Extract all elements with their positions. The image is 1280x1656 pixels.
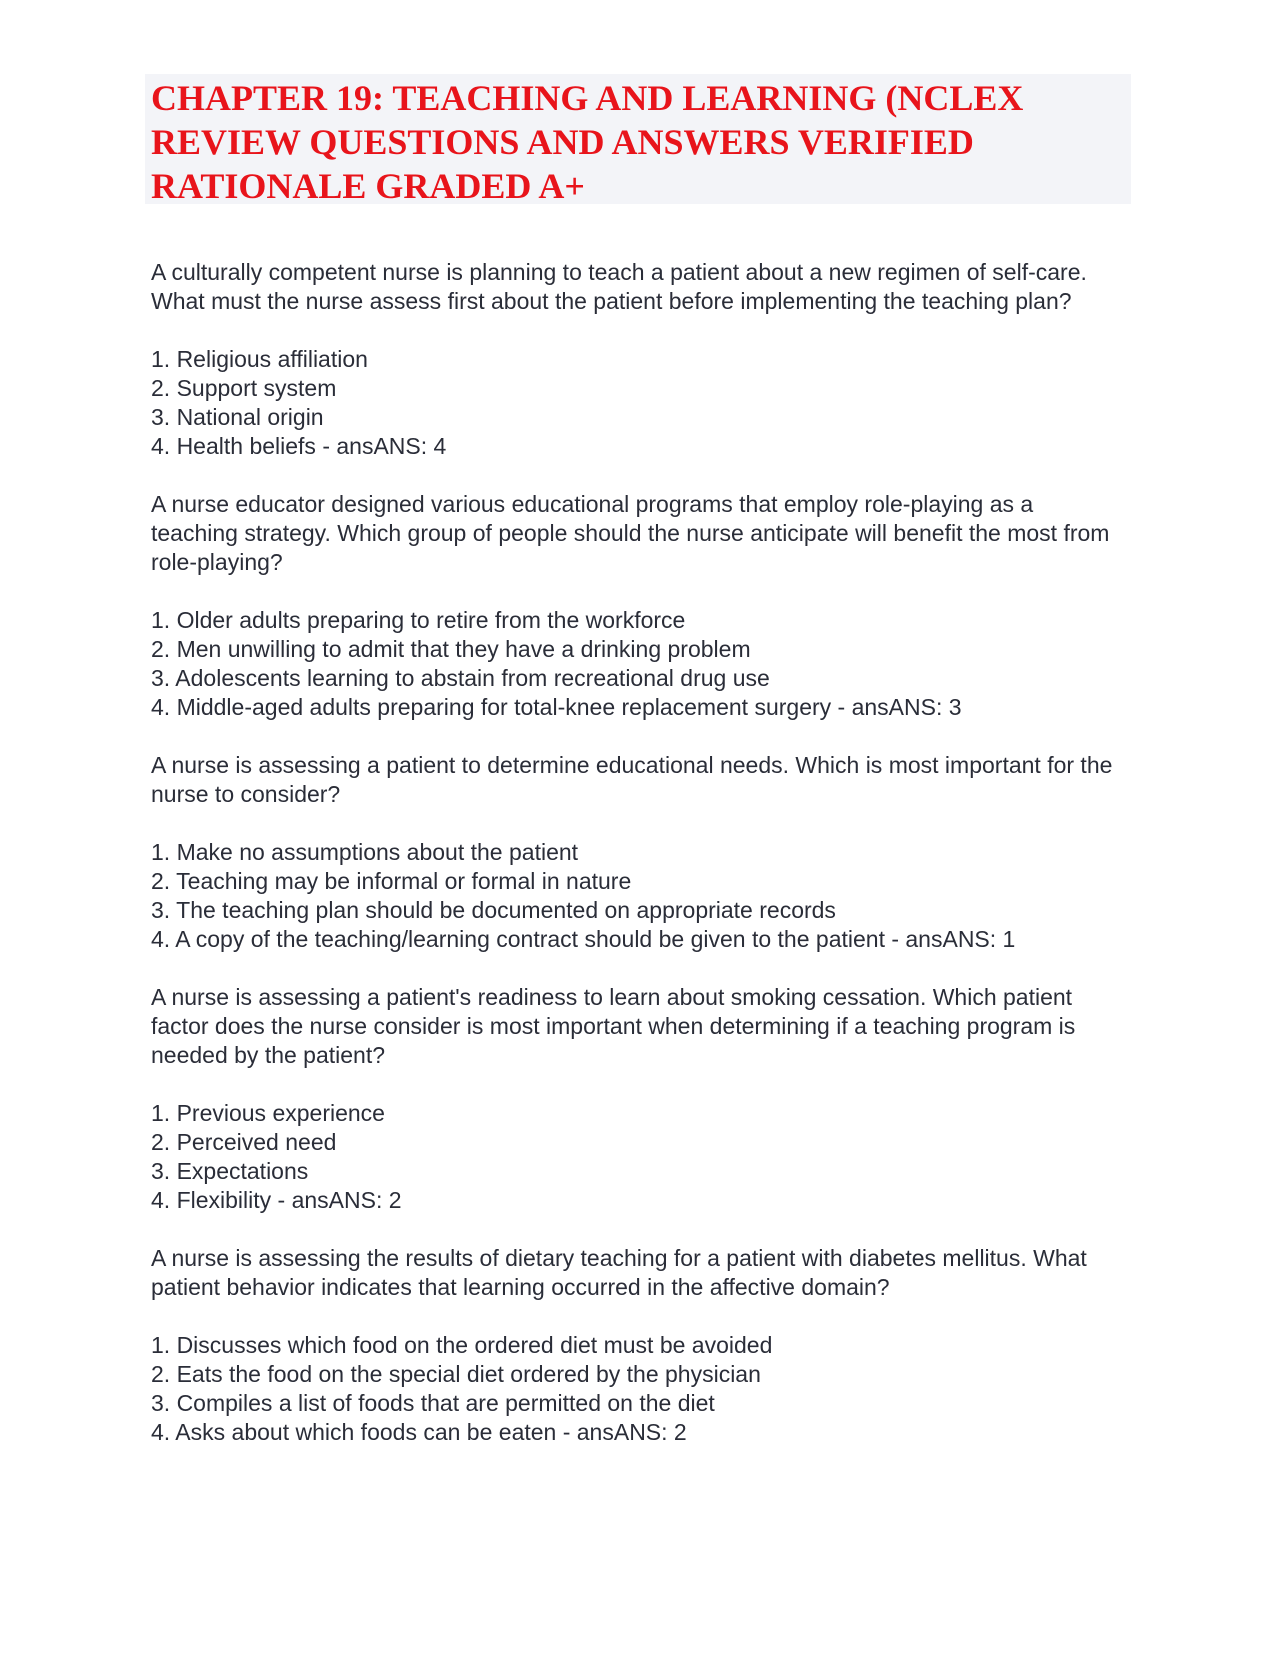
answer-option: 4. A copy of the teaching/learning contract should be given to the patient - ansANS: 1 (151, 926, 1016, 952)
answer-option: 4. Middle-aged adults preparing for total-knee replacement surgery - ansANS: 3 (151, 694, 962, 720)
answer-option: 4. Health beliefs - ansANS: 4 (151, 433, 447, 459)
answer-option: 2. Support system (151, 375, 337, 401)
question-stem: A nurse is assessing a patient's readiness to learn about smoking cessation. Which patient factor does the nurse consider is most important when determining if a teaching program is needed by the patient? (151, 984, 1076, 1068)
answer-option: 4. Asks about which foods can be eaten - ansANS: 2 (151, 1419, 687, 1445)
question-stem: A nurse educator designed various educational programs that employ role-playing as a teaching strategy. Which group of people should the nurse anticipate will benefit the most from role-playing? (151, 491, 1110, 575)
question-item (151, 490, 1126, 722)
answer-option: 3. Compiles a list of foods that are permitted on the diet (151, 1390, 715, 1416)
answer-option: 1. Discusses which food on the ordered diet must be avoided (151, 1332, 773, 1358)
answer-options (151, 838, 1126, 954)
question-item (151, 258, 1126, 461)
answer-option: 1. Religious affiliation (151, 346, 368, 372)
page-title: CHAPTER 19: TEACHING AND LEARNING (NCLEX REVIEW QUESTIONS AND ANSWERS VERIFIED RATIONALE GRADED A+ (151, 78, 1024, 206)
answer-option: 4. Flexibility - ansANS: 2 (151, 1187, 402, 1213)
answer-option: 2. Perceived need (151, 1129, 337, 1155)
question-list (151, 258, 1126, 1476)
answer-option: 2. Teaching may be informal or formal in nature (151, 868, 632, 894)
answer-options (151, 1331, 1126, 1447)
answer-option: 3. The teaching plan should be documented on appropriate records (151, 897, 836, 923)
answer-option: 3. Adolescents learning to abstain from recreational drug use (151, 665, 770, 691)
question-item (151, 751, 1126, 954)
title-block (145, 74, 1131, 204)
answer-option: 3. Expectations (151, 1158, 309, 1184)
answer-options (151, 1099, 1126, 1215)
question-stem: A culturally competent nurse is planning to teach a patient about a new regimen of self-care. What must the nurse assess first about the patient before implementing the teaching plan? (151, 259, 1087, 314)
question-item (151, 1244, 1126, 1447)
answer-option: 2. Men unwilling to admit that they have a drinking problem (151, 636, 751, 662)
answer-option: 1. Make no assumptions about the patient (151, 839, 579, 865)
answer-option: 3. National origin (151, 404, 324, 430)
answer-option: 1. Older adults preparing to retire from the workforce (151, 607, 686, 633)
question-stem: A nurse is assessing a patient to determine educational needs. Which is most important for the nurse to consider? (151, 752, 1113, 807)
answer-option: 1. Previous experience (151, 1100, 385, 1126)
question-item (151, 983, 1126, 1215)
answer-options (151, 606, 1126, 722)
answer-options (151, 345, 1126, 461)
answer-option: 2. Eats the food on the special diet ordered by the physician (151, 1361, 761, 1387)
question-stem: A nurse is assessing the results of dietary teaching for a patient with diabetes mellitus. What patient behavior indicates that learning occurred in the affective domain? (151, 1245, 1087, 1300)
